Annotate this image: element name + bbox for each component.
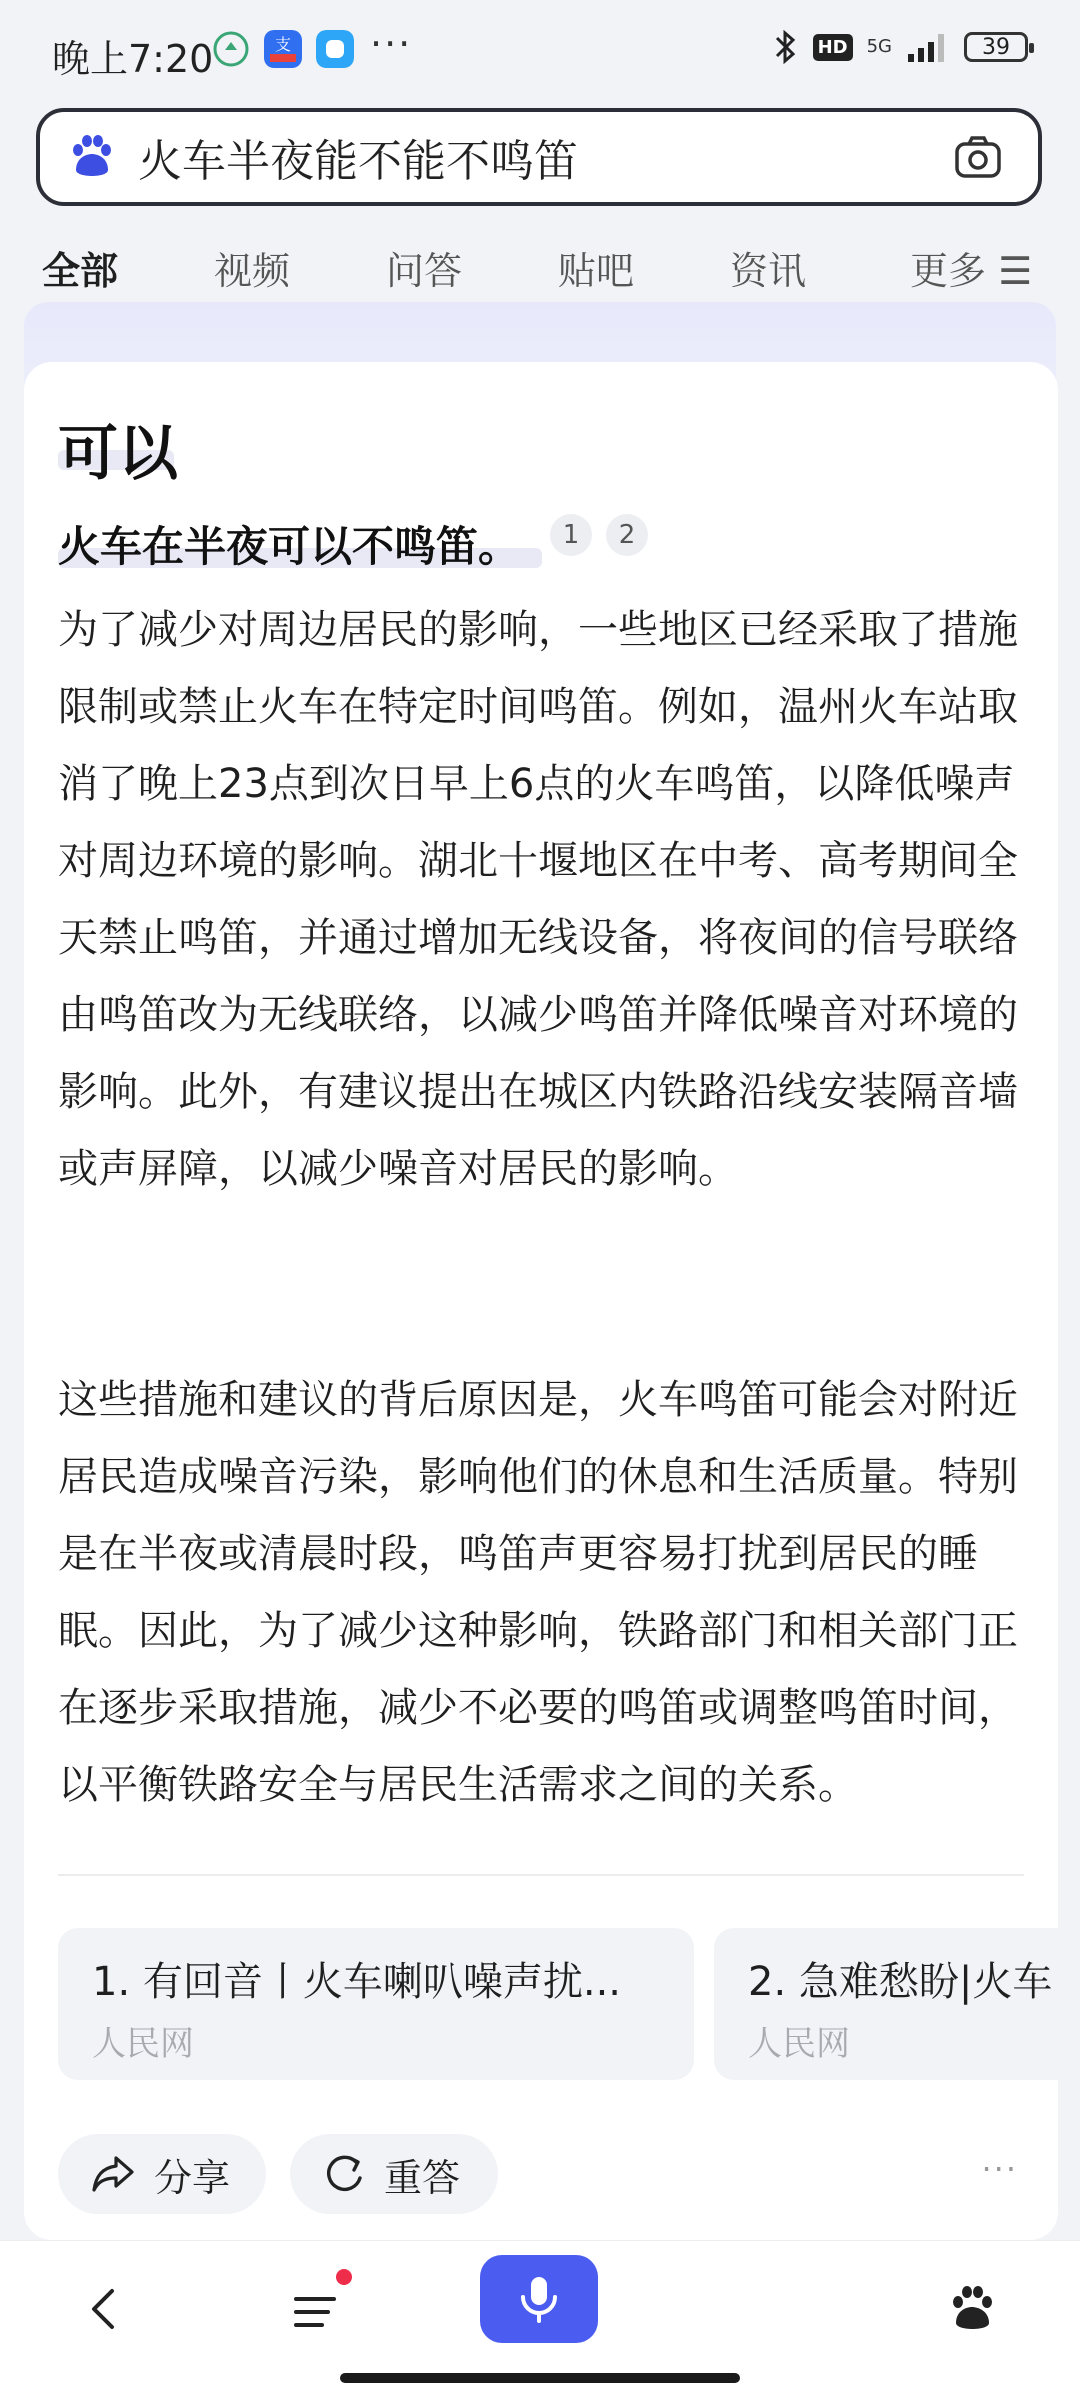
camera-icon[interactable] [952, 131, 1004, 183]
share-icon [90, 2154, 136, 2194]
microphone-icon [517, 2273, 561, 2325]
search-bar[interactable] [36, 108, 1042, 206]
hd-badge: HD [813, 34, 853, 61]
divider [58, 1874, 1024, 1876]
tab-news[interactable]: 资讯 [730, 249, 807, 293]
regenerate-label: 重答 [384, 2155, 461, 2200]
source-title: 1. 有回音丨火车喇叭噪声扰... [92, 1959, 622, 2005]
chat-app-icon [316, 30, 354, 68]
refresh-icon [322, 2152, 366, 2196]
share-label: 分享 [154, 2155, 231, 2200]
tab-more[interactable]: 更多 ☰ [910, 249, 1033, 293]
bluetooth-icon [773, 28, 799, 66]
regenerate-button[interactable] [290, 2134, 498, 2214]
bottom-nav [0, 2240, 1080, 2401]
alipay-icon [264, 30, 302, 68]
voice-search-button[interactable] [480, 2255, 598, 2343]
source-title: 2. 急难愁盼|火车 [748, 1959, 1053, 2005]
menu-icon[interactable] [288, 2285, 342, 2339]
network-type: 5G [866, 36, 892, 57]
baidu-paw-icon[interactable] [946, 2283, 998, 2335]
search-tabs [0, 222, 1080, 302]
citation-badge[interactable]: 2 [606, 514, 648, 556]
status-bar [0, 0, 1080, 104]
back-icon[interactable] [80, 2285, 128, 2333]
tab-video[interactable]: 视频 [214, 249, 291, 293]
more-options-icon[interactable]: ··· [981, 2150, 1018, 2188]
status-right [773, 28, 1028, 66]
source-site: 人民网 [748, 2024, 850, 2064]
notification-icons [212, 30, 354, 68]
tab-qa[interactable]: 问答 [386, 249, 463, 293]
baidu-paw-icon [66, 132, 116, 182]
answer-headline: 可以 [58, 419, 178, 489]
status-time: 晚上7:20 [52, 37, 214, 81]
answer-paragraph: 为了减少对周边居民的影响，一些地区已经采取了措施限制或禁止火车在特定时间鸣笛。例如，温州火车站取消了晚上23点到次日早上6点的火车鸣笛，以降低噪声对周边环境的影响。湖北十堰地区在中考、高考期间全天禁止鸣笛，并通过增加无线设备，将夜间的信号联络由鸣笛改为无线联络，以减少鸣笛并降低噪音对环境的影响。此外，有建议提出在城区内铁路沿线安装隔音墙或声屏障，以减少噪音对居民的影响。 [58, 607, 1018, 1192]
battery-level: 39 [982, 34, 1010, 60]
source-card[interactable] [714, 1928, 1058, 2080]
search-input[interactable]: 火车半夜能不能不鸣笛 [138, 136, 578, 187]
citation-badge[interactable]: 1 [550, 514, 592, 556]
ai-answer-card [24, 362, 1058, 2240]
signal-icon [906, 30, 950, 64]
tab-all[interactable]: 全部 [42, 249, 119, 293]
more-notifications-icon: ··· [370, 22, 413, 66]
tab-tieba[interactable]: 贴吧 [558, 249, 635, 293]
home-indicator[interactable] [340, 2373, 740, 2383]
app-notification-icon [212, 30, 250, 68]
answer-summary: 火车在半夜可以不鸣笛。 [58, 522, 521, 571]
source-card[interactable] [58, 1928, 694, 2080]
source-site: 人民网 [92, 2024, 194, 2064]
answer-paragraph: 这些措施和建议的背后原因是，火车鸣笛可能会对附近居民造成噪音污染，影响他们的休息和生活质量。特别是在半夜或清晨时段，鸣笛声更容易打扰到居民的睡眠。因此，为了减少这种影响，铁路部门和相关部门正在逐步采取措施，减少不必要的鸣笛或调整鸣笛时间，以平衡铁路安全与居民生活需求之间的关系。 [58, 1377, 1018, 1808]
svg-text:支: 支 [274, 35, 292, 54]
notification-dot [336, 2269, 352, 2285]
share-button[interactable] [58, 2134, 266, 2214]
battery-icon [964, 32, 1028, 62]
